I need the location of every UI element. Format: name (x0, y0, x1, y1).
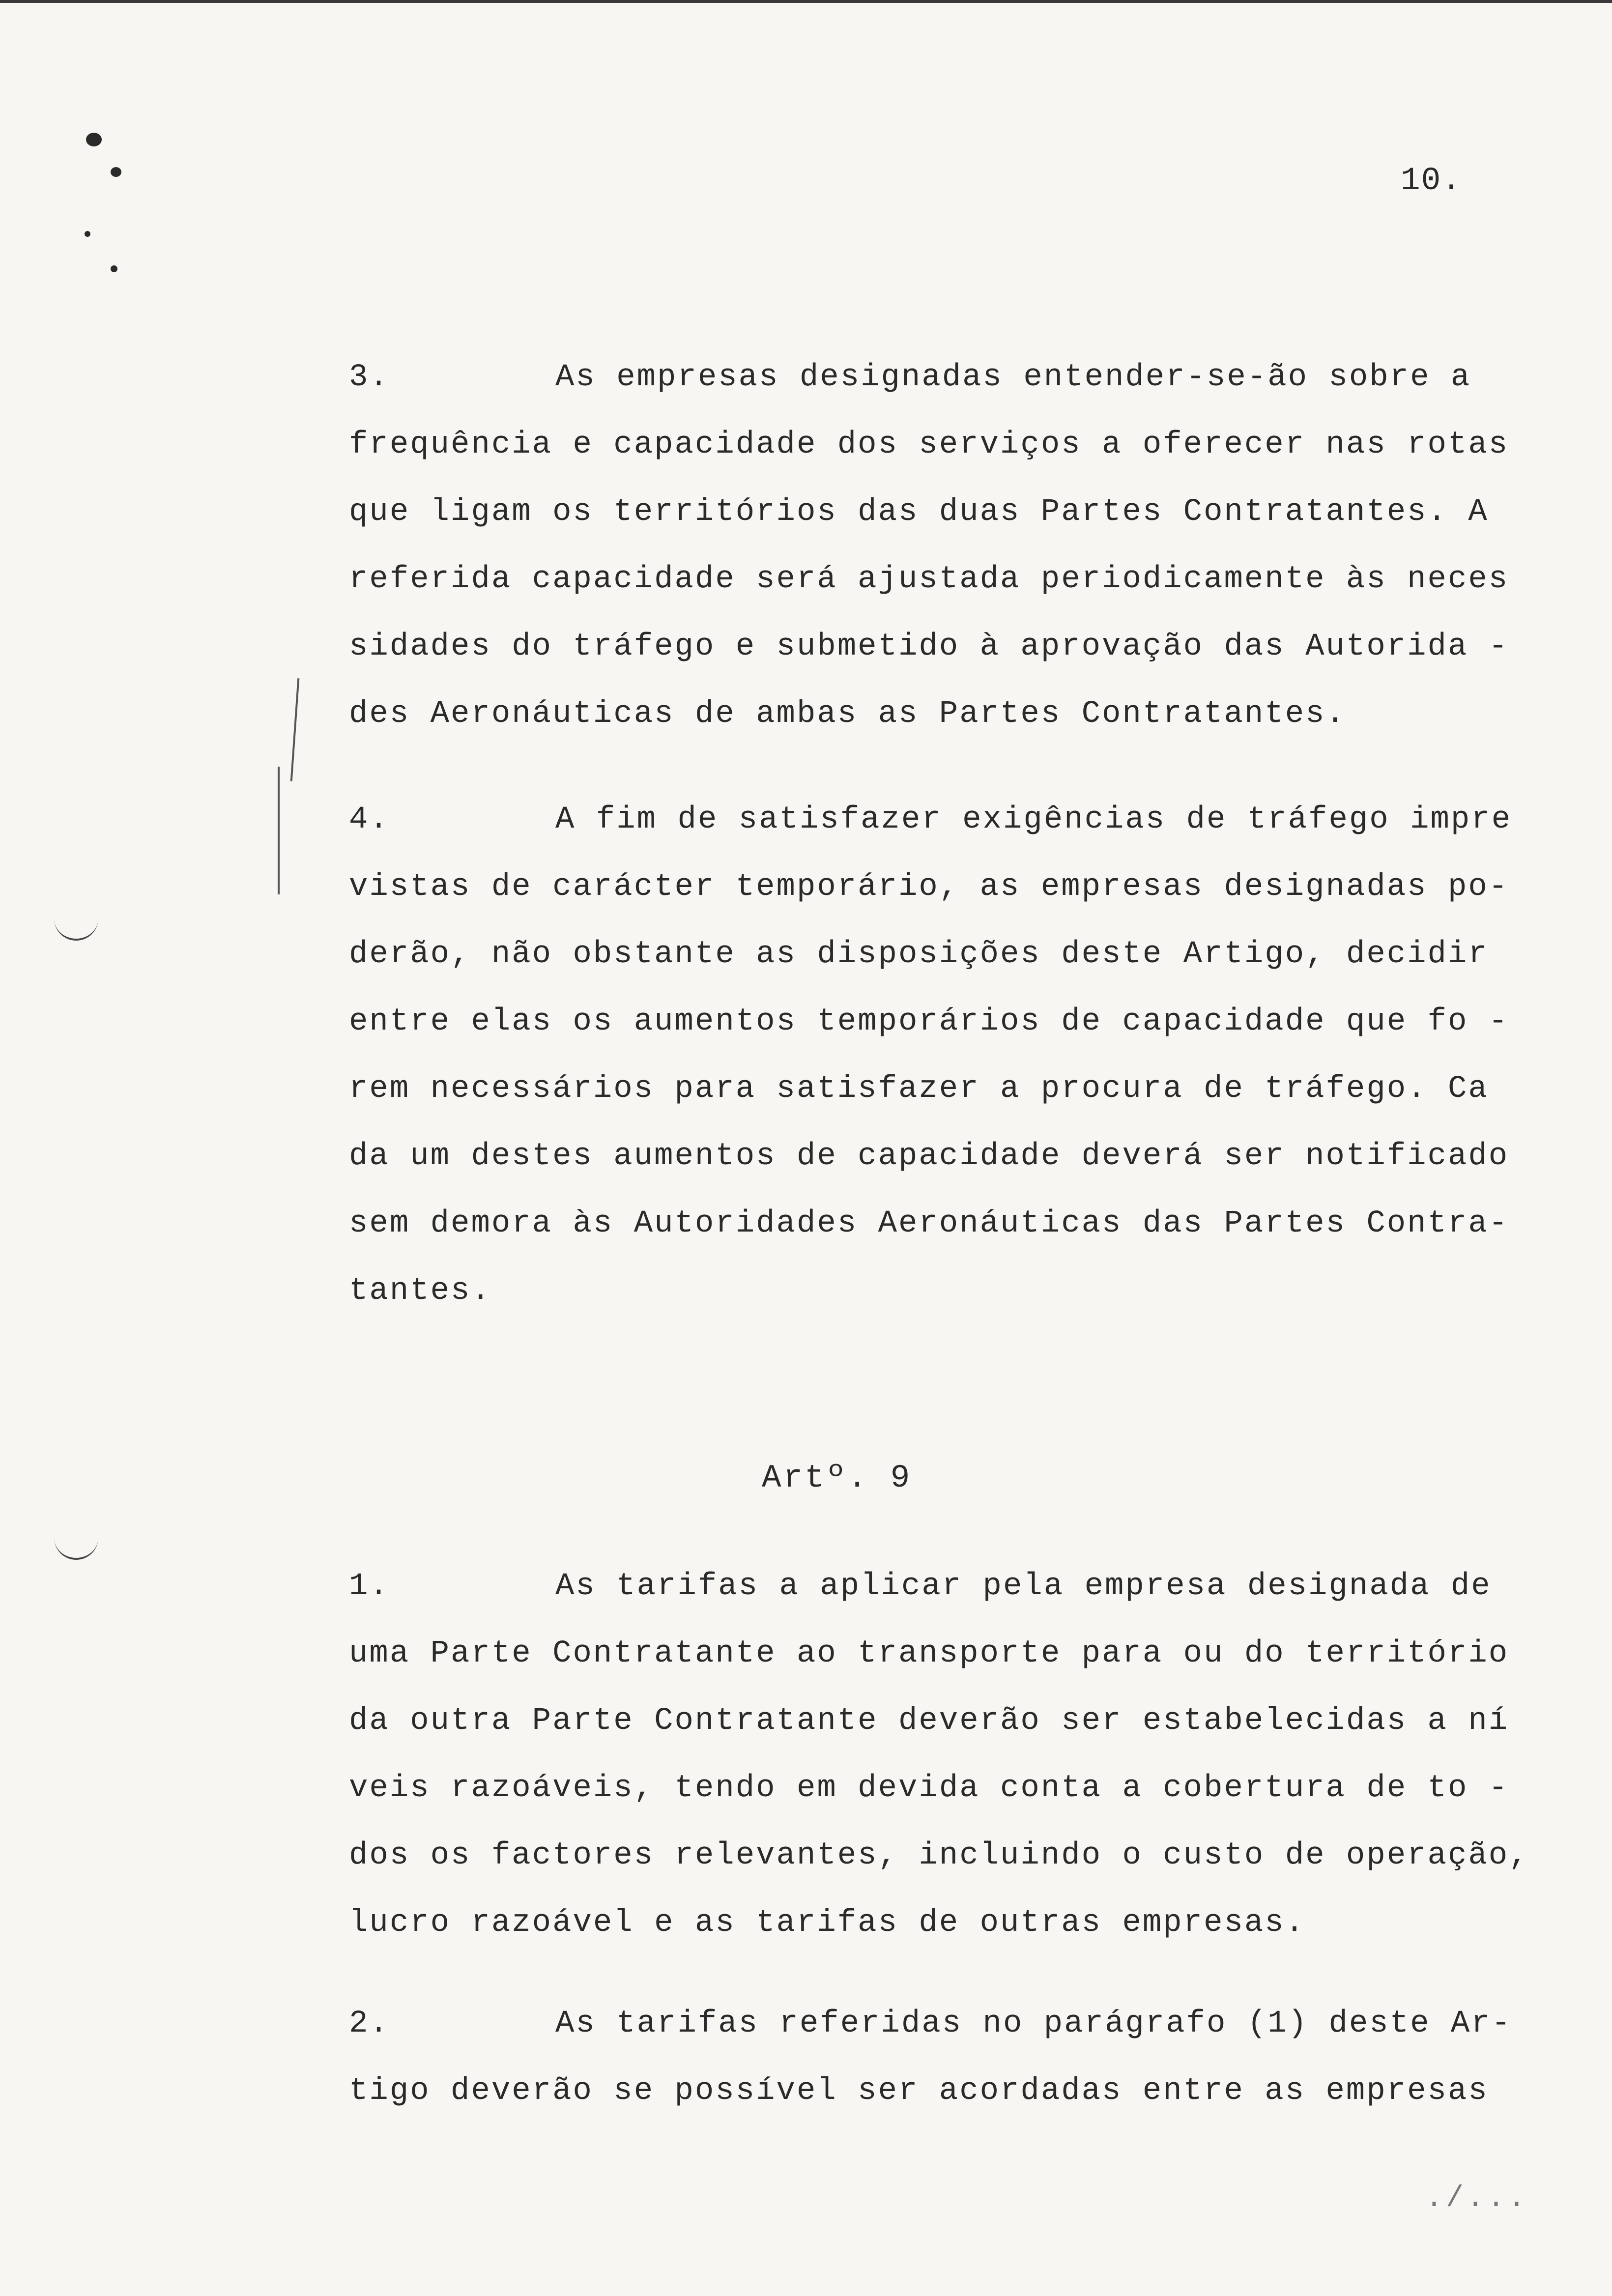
paragraph-line: referida capacidade será ajustada periodicamente às neces (349, 562, 1509, 597)
paragraph-line: sidades do tráfego e submetido à aprovação das Autorida - (349, 629, 1509, 664)
margin-dot (111, 167, 121, 177)
page-number: 10. (1401, 162, 1462, 199)
paragraph-line: da um destes aumentos de capacidade deverá ser notificado (349, 1139, 1509, 1174)
paragraph-line: des Aeronáuticas de ambas as Partes Contratantes. (349, 696, 1346, 732)
paragraph-line: derão, não obstante as disposições deste Artigo, decidir (349, 937, 1489, 972)
paragraph-line: frequência e capacidade dos serviços a oferecer nas rotas (349, 427, 1509, 462)
paragraph-line: vistas de carácter temporário, as empresas designadas po- (349, 869, 1509, 905)
paragraph-line: da outra Parte Contratante deverão ser estabelecidas a ní (349, 1703, 1509, 1739)
paragraph-number: 3. (349, 360, 390, 395)
paragraph-line: tantes. (349, 1273, 491, 1309)
paragraph-line: tigo deverão se possível ser acordadas entre as empresas (349, 2073, 1489, 2109)
margin-stroke (290, 678, 300, 781)
paragraph-line: dos os factores relevantes, incluindo o custo de operação, (349, 1838, 1529, 1873)
paragraph-line: sem demora às Autoridades Aeronáuticas das Partes Contra- (349, 1206, 1509, 1241)
paragraph-line: que ligam os territórios das duas Partes Contratantes. A (349, 494, 1489, 530)
paragraph-number: 2. (349, 2006, 390, 2041)
paragraph-line: veis razoáveis, tendo em devida conta a cobertura de to - (349, 1771, 1509, 1806)
margin-dot (85, 231, 90, 237)
paragraph-1 (349, 1553, 1538, 1957)
paragraph-number: 4. (349, 802, 390, 837)
paragraph-2 (349, 1990, 1538, 2125)
margin-dot (86, 133, 102, 146)
margin-stroke (278, 767, 280, 894)
paragraph-line: rem necessários para satisfazer a procura de tráfego. Ca (349, 1071, 1489, 1107)
paragraph-4 (349, 786, 1538, 1325)
paragraph-line: 2. As tarifas referidas no parágrafo (1) deste Ar- (349, 1990, 1538, 2058)
paragraph-number: 1. (349, 1569, 390, 1604)
paragraph-line: lucro razoável e as tarifas de outras empresas. (349, 1905, 1306, 1941)
continuation-mark: ./... (1425, 2182, 1529, 2215)
paragraph-line: uma Parte Contratante ao transporte para ou do território (349, 1636, 1509, 1671)
punch-hole-mark (54, 914, 98, 941)
article-heading: Artº. 9 (762, 1460, 912, 1496)
paragraph-3 (349, 344, 1538, 748)
paragraph-line: entre elas os aumentos temporários de capacidade que fo - (349, 1004, 1509, 1039)
paragraph-line: 1. As tarifas a aplicar pela empresa designada de (349, 1553, 1538, 1620)
punch-hole-mark (54, 1533, 98, 1560)
paragraph-line: 4. A fim de satisfazer exigências de tráfego impre (349, 786, 1538, 854)
margin-dot (111, 265, 117, 272)
top-edge-rule (0, 0, 1612, 3)
paragraph-line: 3. As empresas designadas entender-se-ão sobre a (349, 344, 1538, 411)
